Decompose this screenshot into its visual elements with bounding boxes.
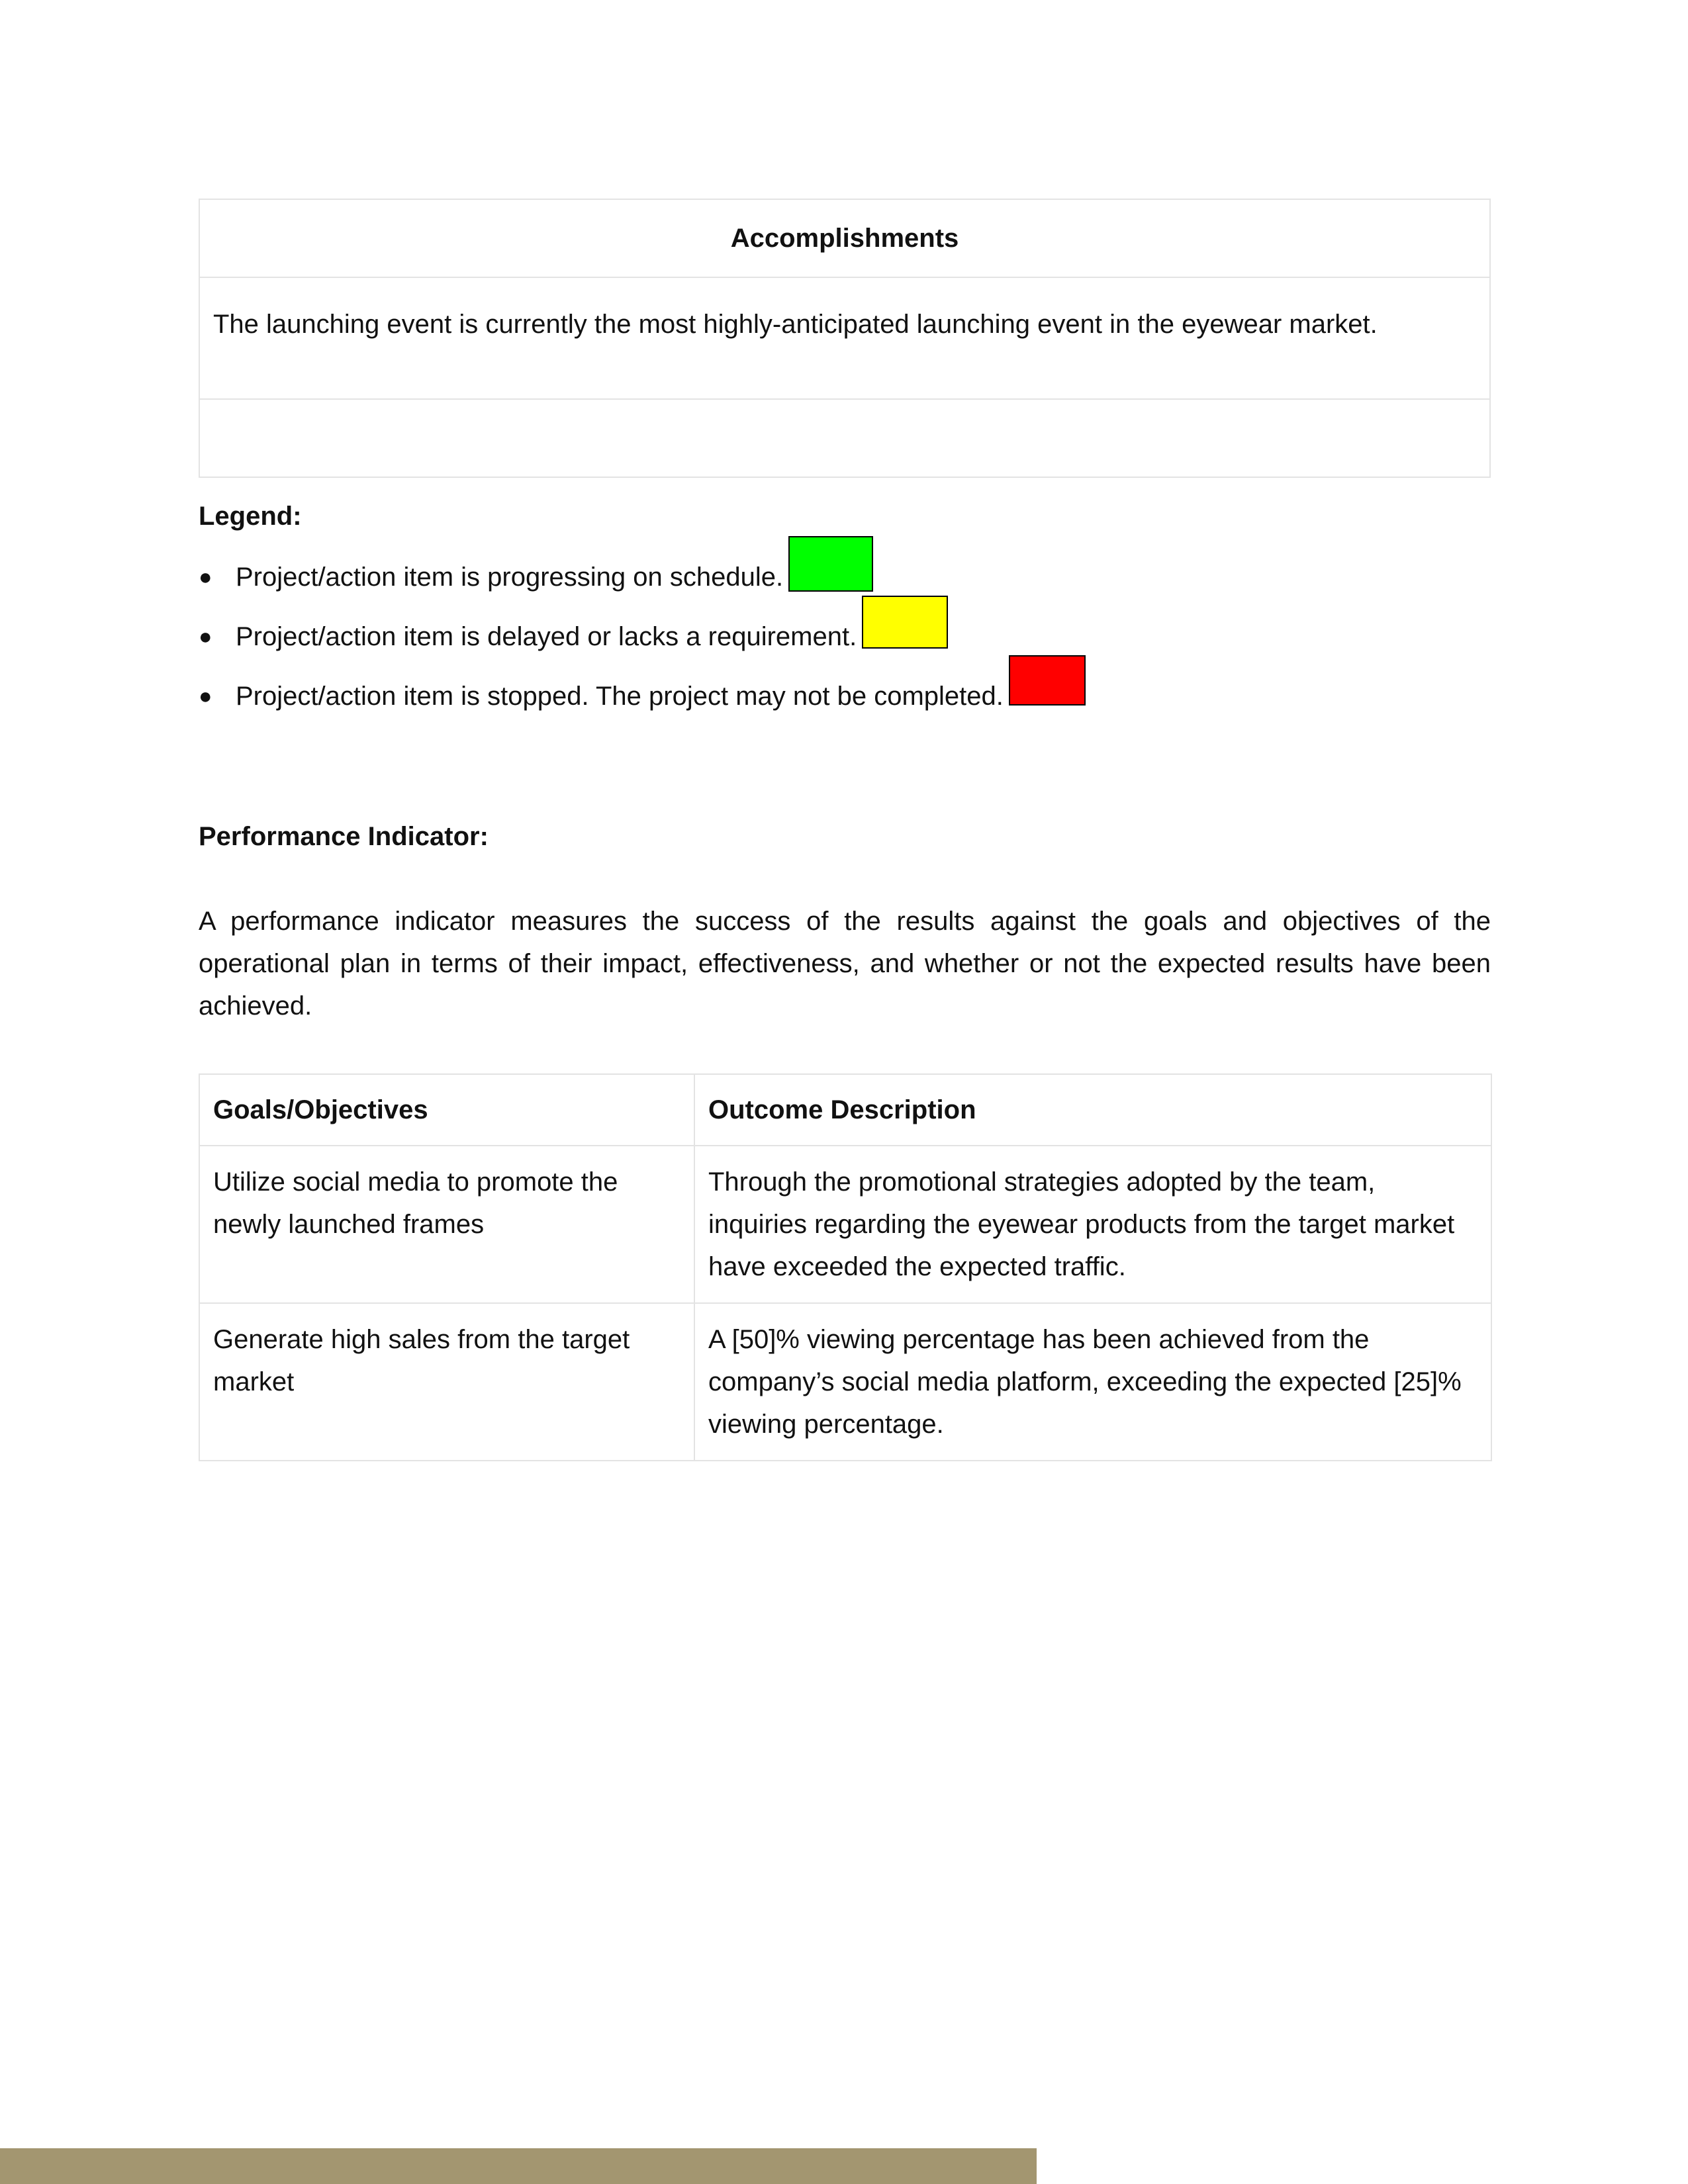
yellow-status-swatch bbox=[862, 596, 948, 649]
bullet-icon: ● bbox=[199, 684, 212, 709]
legend-title: Legend: bbox=[199, 502, 302, 531]
goal-cell: Generate high sales from the target market bbox=[199, 1303, 694, 1461]
table-row bbox=[199, 1303, 1491, 1461]
performance-indicator-title: Performance Indicator: bbox=[199, 822, 489, 851]
accomplishments-table bbox=[199, 199, 1491, 478]
outcome-cell: A [50]% viewing percentage has been achieved from the company’s social media platform, exceeding the expected [25]% viewing percentage. bbox=[694, 1303, 1491, 1461]
column-header-outcome: Outcome Description bbox=[694, 1074, 1491, 1146]
table-header-row bbox=[199, 1074, 1491, 1146]
goals-table bbox=[199, 1073, 1492, 1461]
legend-item-text: Project/action item is progressing on schedule. bbox=[236, 563, 784, 592]
outcome-cell: Through the promotional strategies adopted by the team, inquiries regarding the eyewear products from the target market have exceeded the expected traffic. bbox=[694, 1146, 1491, 1303]
bullet-icon: ● bbox=[199, 624, 212, 649]
legend-item-text: Project/action item is delayed or lacks a requirement. bbox=[236, 622, 857, 651]
goal-cell: Utilize social media to promote the newly launched frames bbox=[199, 1146, 694, 1303]
performance-indicator-description: A performance indicator measures the success of the results against the goals and objectives of the operational plan in terms of their impact, effectiveness, and whether or not the expected results have been achieved. bbox=[199, 907, 1491, 1021]
accomplishments-text: The launching event is currently the most highly-anticipated launching event in the eyewear market. bbox=[199, 277, 1490, 399]
accomplishments-empty-row bbox=[199, 399, 1490, 477]
column-header-goals: Goals/Objectives bbox=[199, 1074, 694, 1146]
legend-item-delayed bbox=[199, 596, 1086, 655]
legend-item-text: Project/action item is stopped. The project may not be completed. bbox=[236, 682, 1004, 711]
footer-bar bbox=[0, 2148, 1037, 2184]
table-row bbox=[199, 1146, 1491, 1303]
red-status-swatch bbox=[1009, 655, 1086, 705]
legend-item-stopped bbox=[199, 655, 1086, 715]
bullet-icon: ● bbox=[199, 565, 212, 590]
legend-item-on-schedule bbox=[199, 536, 1086, 596]
green-status-swatch bbox=[788, 536, 873, 592]
accomplishments-header: Accomplishments bbox=[199, 199, 1490, 277]
legend-list bbox=[199, 536, 1086, 715]
